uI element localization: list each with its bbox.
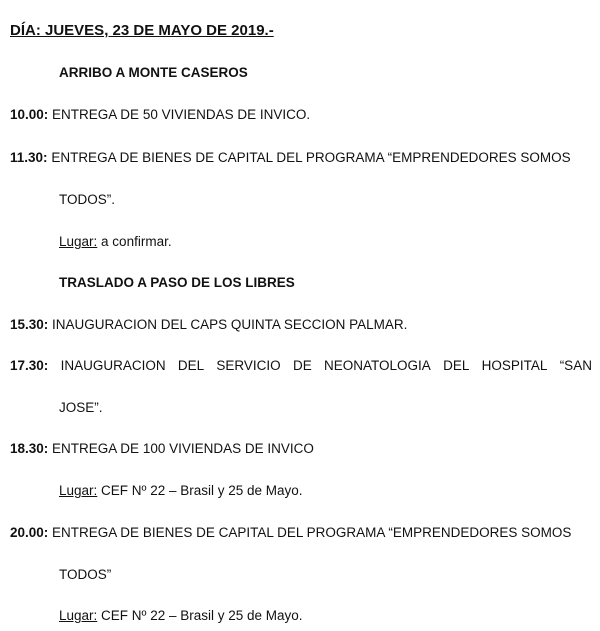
event-row-justified (10, 357, 592, 375)
event-word: HOSPITAL (481, 358, 548, 373)
event-location (59, 233, 172, 251)
event-word: DEL (177, 358, 205, 373)
event-text-continuation: TODOS” (59, 567, 112, 582)
event-time: 18.30: (10, 441, 49, 456)
event-text: ENTREGA DE BIENES DE CAPITAL DEL PROGRAMA “EMPRENDEDORES SOMOS (52, 525, 572, 540)
location-label: Lugar: (59, 608, 98, 623)
event-row (10, 106, 310, 124)
event-text-continuation: TODOS”. (59, 192, 116, 207)
event-word: “SAN (559, 358, 592, 373)
event-time: 11.30: (10, 150, 48, 165)
event-word: DE (292, 358, 312, 373)
event-word: DEL (443, 358, 470, 373)
event-row (10, 440, 314, 458)
event-location (59, 482, 303, 500)
event-text-continuation: JOSE”. (59, 400, 103, 415)
event-time: 17.30: (10, 358, 49, 373)
event-text: ENTREGA DE BIENES DE CAPITAL DEL PROGRAMA “EMPRENDEDORES SOMOS (51, 150, 571, 165)
event-word: NEONATOLOGIA (324, 358, 431, 373)
section-heading-transfer: TRASLADO A PASO DE LOS LIBRES (59, 275, 295, 290)
event-row (10, 149, 571, 167)
event-text: INAUGURACION DEL CAPS QUINTA SECCION PALMAR. (52, 317, 408, 332)
section-heading-arrival: ARRIBO A MONTE CASEROS (59, 65, 248, 80)
event-time: 15.30: (10, 317, 49, 332)
page-title: DÍA: JUEVES, 23 DE MAYO DE 2019.- (10, 22, 274, 39)
event-time: 20.00: (10, 525, 49, 540)
event-text: ENTREGA DE 100 VIVIENDAS DE INVICO (52, 441, 314, 456)
event-row (10, 524, 571, 542)
event-location (59, 607, 303, 625)
event-row (10, 316, 407, 334)
event-word: SERVICIO (216, 358, 281, 373)
event-word: INAUGURACION (60, 358, 166, 373)
location-label: Lugar: (59, 483, 98, 498)
location-value: CEF Nº 22 – Brasil y 25 de Mayo. (101, 608, 303, 623)
event-text: ENTREGA DE 50 VIVIENDAS DE INVICO. (52, 107, 311, 122)
event-time: 10.00: (10, 107, 49, 122)
location-value: a confirmar. (101, 234, 172, 249)
location-value: CEF Nº 22 – Brasil y 25 de Mayo. (101, 483, 303, 498)
location-label: Lugar: (59, 234, 98, 249)
